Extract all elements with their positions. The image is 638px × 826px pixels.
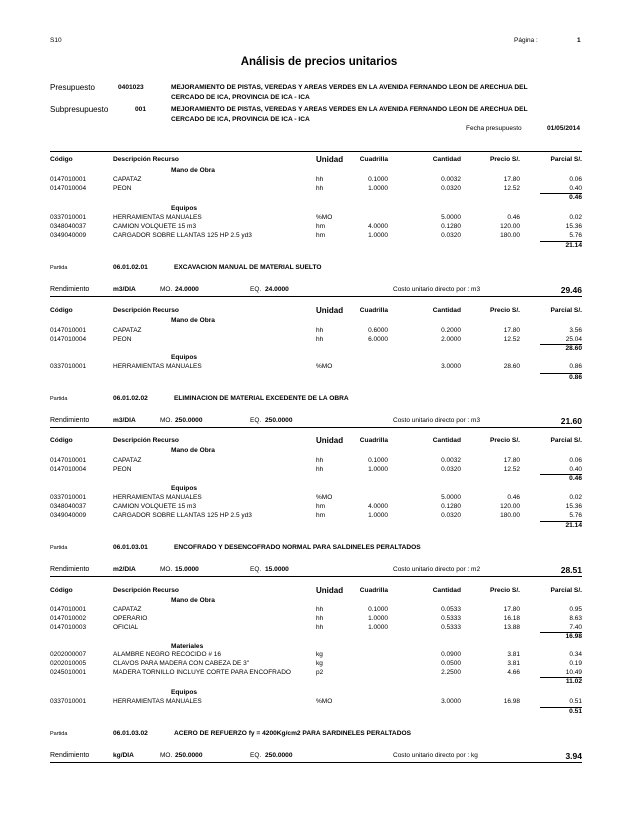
resource-desc: HERRAMIENTAS MANUALES — [113, 363, 202, 370]
partida-desc: ELIMINACION DE MATERIAL EXCEDENTE DE LA OBRA — [174, 395, 349, 402]
eq-value: 24.0000 — [265, 286, 289, 293]
costo-unitario-label: Costo unitario directo por : m3 — [393, 417, 481, 424]
col-header-parcial: Parcial S/. — [550, 156, 582, 163]
resource-precio: 12.52 — [503, 185, 520, 192]
resource-code: 0337010001 — [50, 698, 87, 705]
col-header-parcial: Parcial S/. — [550, 587, 582, 594]
resource-parcial: 15.36 — [565, 503, 582, 510]
resource-precio: 28.60 — [503, 363, 520, 370]
resource-desc: CAMION VOLQUETE 15 m3 — [113, 223, 197, 230]
presupuesto-desc: MEJORAMIENTO DE PISTAS, VEREDAS Y AREAS VERDES EN LA AVENIDA FERNANDO LEON DE ARECHUA DEL CERCADO DE ICA, PROVINCIA DE ICA - ICA — [171, 84, 528, 101]
resource-unit: hh — [316, 185, 324, 192]
mo-value: 15.0000 — [175, 566, 199, 573]
resource-parcial: 25.04 — [565, 336, 582, 343]
partida-code: 06.01.03.01 — [113, 544, 148, 551]
page-number: 1 — [577, 37, 581, 44]
resource-desc: PEON — [113, 466, 132, 473]
col-header-descripcion: Descripción Recurso — [113, 307, 179, 314]
resource-desc: PEON — [113, 185, 132, 192]
resource-cantidad: 3.0000 — [441, 698, 461, 705]
section-heading: Mano de Obra — [171, 317, 215, 324]
resource-precio: 0.46 — [507, 214, 520, 221]
partida-code: 06.01.02.01 — [113, 264, 148, 271]
rendimiento-label: Rendimiento — [50, 752, 90, 759]
resource-precio: 16.18 — [503, 615, 520, 622]
section-heading: Equipos — [171, 485, 198, 492]
resource-code: 0147010004 — [50, 466, 87, 473]
subtotal-value: 0.86 — [569, 374, 582, 381]
subtotal-value: 28.60 — [565, 345, 582, 352]
mo-label: MO. — [160, 566, 173, 573]
resource-code: 0349040009 — [50, 512, 87, 519]
resource-precio: 12.52 — [503, 466, 520, 473]
resource-unit: kg — [316, 651, 323, 658]
col-header-precio: Precio S/. — [489, 307, 520, 314]
resource-desc: OPERARIO — [113, 615, 148, 622]
resource-cantidad: 0.0320 — [441, 232, 461, 239]
subtotal-value: 11.02 — [565, 678, 582, 685]
partida-rule — [50, 576, 582, 577]
mo-label: MO. — [160, 417, 173, 424]
col-header-unidad: Unidad — [316, 436, 344, 445]
col-header-precio: Precio S/. — [489, 437, 520, 444]
eq-label: EQ. — [250, 566, 262, 573]
rendimiento-unit: m3/DIA — [113, 286, 136, 293]
partida-code: 06.01.02.02 — [113, 395, 148, 402]
col-header-cantidad: Cantidad — [432, 587, 461, 594]
resource-precio: 180.00 — [500, 232, 520, 239]
eq-value: 250.0000 — [265, 417, 293, 424]
resource-desc: CARGADOR SOBRE LLANTAS 125 HP 2.5 yd3 — [113, 512, 252, 519]
resource-desc: HERRAMIENTAS MANUALES — [113, 214, 202, 221]
resource-code: 0337010001 — [50, 494, 87, 501]
section-heading: Mano de Obra — [171, 447, 215, 454]
resource-desc: PEON — [113, 336, 132, 343]
partida-code: 06.01.03.02 — [113, 730, 148, 737]
resource-cantidad: 0.1280 — [441, 503, 461, 510]
resource-code: 0337010001 — [50, 214, 87, 221]
resource-parcial: 0.86 — [569, 363, 582, 370]
resource-cantidad: 0.2000 — [441, 327, 461, 334]
resource-unit: hh — [316, 336, 324, 343]
resource-cuadrilla: 4.0000 — [368, 503, 388, 510]
resource-cantidad: 0.0533 — [441, 606, 461, 613]
mo-value: 250.0000 — [175, 752, 203, 759]
resource-cuadrilla: 0.1000 — [368, 176, 388, 183]
section-heading: Equipos — [171, 354, 198, 361]
resource-cuadrilla: 1.0000 — [368, 615, 388, 622]
resource-parcial: 5.76 — [569, 232, 582, 239]
rendimiento-label: Rendimiento — [50, 286, 90, 293]
resource-cuadrilla: 0.1000 — [368, 457, 388, 464]
resource-precio: 3.81 — [507, 651, 520, 658]
col-header-unidad: Unidad — [316, 586, 344, 595]
col-header-descripcion: Descripción Recurso — [113, 156, 179, 163]
partida-rule — [50, 762, 582, 763]
subtotal-value: 0.51 — [569, 708, 582, 715]
section-heading: Materiales — [171, 643, 204, 650]
resource-cantidad: 0.0320 — [441, 185, 461, 192]
col-header-descripcion: Descripción Recurso — [113, 437, 179, 444]
col-header-unidad: Unidad — [316, 155, 344, 164]
resource-cuadrilla: 0.6000 — [368, 327, 388, 334]
resource-unit: %MO — [316, 698, 333, 705]
resource-cantidad: 0.5333 — [441, 615, 461, 622]
fecha-label: Fecha presupuesto — [466, 125, 522, 132]
resource-unit: %MO — [316, 363, 333, 370]
resource-parcial: 15.36 — [565, 223, 582, 230]
subtotal-value: 0.46 — [569, 475, 582, 482]
col-header-cuadrilla: Cuadrilla — [359, 587, 388, 594]
resource-cantidad: 0.5333 — [441, 624, 461, 631]
resource-desc: HERRAMIENTAS MANUALES — [113, 494, 202, 501]
presupuesto-code: 0401023 — [118, 84, 144, 91]
costo-unitario-label: Costo unitario directo por : m3 — [393, 286, 481, 293]
resource-cantidad: 0.0032 — [441, 176, 461, 183]
resource-precio: 120.00 — [500, 503, 520, 510]
subpresupuesto-desc: MEJORAMIENTO DE PISTAS, VEREDAS Y AREAS VERDES EN LA AVENIDA FERNANDO LEON DE ARECHUA DEL CERCADO DE ICA, PROVINCIA DE ICA - ICA — [171, 106, 528, 123]
subpresupuesto-label: Subpresupuesto — [50, 105, 109, 114]
rendimiento-unit: kg/DIA — [113, 752, 134, 759]
resource-parcial: 10.49 — [565, 669, 582, 676]
resource-code: 0147010001 — [50, 457, 87, 464]
resource-desc: HERRAMIENTAS MANUALES — [113, 698, 202, 705]
resource-parcial: 0.40 — [569, 185, 582, 192]
resource-unit: kg — [316, 660, 323, 667]
resource-precio: 17.80 — [503, 176, 520, 183]
section-heading: Equipos — [171, 689, 198, 696]
resource-code: 0147010001 — [50, 327, 87, 334]
resource-parcial: 0.40 — [569, 466, 582, 473]
partida-desc: ENCOFRADO Y DESENCOFRADO NORMAL PARA SALDINELES PERALTADOS — [174, 544, 421, 551]
resource-cantidad: 5.0000 — [441, 494, 461, 501]
resource-cuadrilla: 1.0000 — [368, 466, 388, 473]
resource-cantidad: 0.0032 — [441, 457, 461, 464]
section-heading: Mano de Obra — [171, 597, 215, 604]
col-header-codigo: Código — [50, 156, 73, 163]
mo-label: MO. — [160, 286, 173, 293]
eq-label: EQ. — [250, 417, 262, 424]
resource-unit: hm — [316, 503, 326, 510]
resource-precio: 0.46 — [507, 494, 520, 501]
resource-parcial: 7.40 — [569, 624, 582, 631]
resource-code: 0349040009 — [50, 232, 87, 239]
resource-code: 0147010002 — [50, 615, 87, 622]
col-header-codigo: Código — [50, 587, 73, 594]
resource-parcial: 0.34 — [569, 651, 582, 658]
subpresupuesto-code: 001 — [135, 106, 147, 113]
resource-cuadrilla: 1.0000 — [368, 185, 388, 192]
partida-label: Partida — [50, 545, 68, 551]
resource-unit: hh — [316, 327, 324, 334]
resource-desc: MADERA TORNILLO INCLUYE CORTE PARA ENCOFRADO — [113, 669, 291, 676]
resource-cantidad: 0.0320 — [441, 466, 461, 473]
presupuesto-label: Presupuesto — [50, 83, 95, 92]
resource-precio: 17.80 — [503, 457, 520, 464]
resource-unit: %MO — [316, 494, 333, 501]
resource-code: 0348040037 — [50, 503, 87, 510]
page-title: Análisis de precios unitarios — [240, 56, 398, 68]
col-header-descripcion: Descripción Recurso — [113, 587, 179, 594]
resource-code: 0147010004 — [50, 336, 87, 343]
resource-code: 0147010004 — [50, 185, 87, 192]
resource-desc: ALAMBRE NEGRO RECOCIDO # 16 — [113, 651, 221, 658]
costo-unitario-label: Costo unitario directo por : kg — [393, 752, 478, 759]
resource-desc: CAMION VOLQUETE 15 m3 — [113, 503, 197, 510]
resource-unit: hm — [316, 232, 326, 239]
resource-cuadrilla: 4.0000 — [368, 223, 388, 230]
resource-parcial: 0.06 — [569, 176, 582, 183]
col-header-cantidad: Cantidad — [432, 437, 461, 444]
subtotal-value: 21.14 — [565, 522, 582, 529]
costo-unitario-value: 3.94 — [565, 751, 582, 761]
resource-parcial: 0.06 — [569, 457, 582, 464]
resource-parcial: 8.63 — [569, 615, 582, 622]
col-header-parcial: Parcial S/. — [550, 437, 582, 444]
mo-label: MO. — [160, 752, 173, 759]
mo-value: 24.0000 — [175, 286, 199, 293]
col-header-codigo: Código — [50, 437, 73, 444]
subtotal-value: 16.98 — [565, 633, 582, 640]
resource-parcial: 0.02 — [569, 214, 582, 221]
mo-value: 250.0000 — [175, 417, 203, 424]
partida-rule — [50, 427, 582, 428]
resource-code: 0348040037 — [50, 223, 87, 230]
page-label: Página : — [514, 37, 538, 44]
header-rule — [50, 151, 582, 152]
resource-code: 0202000007 — [50, 651, 87, 658]
section-heading: Mano de Obra — [171, 167, 215, 174]
eq-value: 15.0000 — [265, 566, 289, 573]
resource-precio: 120.00 — [500, 223, 520, 230]
resource-desc: CARGADOR SOBRE LLANTAS 125 HP 2.5 yd3 — [113, 232, 252, 239]
col-header-cuadrilla: Cuadrilla — [359, 307, 388, 314]
resource-precio: 16.98 — [503, 698, 520, 705]
resource-code: 0337010001 — [50, 363, 87, 370]
resource-precio: 4.66 — [507, 669, 520, 676]
costo-unitario-value: 28.51 — [560, 565, 582, 575]
rendimiento-unit: m2/DIA — [113, 566, 136, 573]
resource-cantidad: 0.1280 — [441, 223, 461, 230]
resource-cuadrilla: 6.0000 — [368, 336, 388, 343]
partida-desc: ACERO DE REFUERZO fy = 4200Kg/cm2 PARA SARDINELES PERALTADOS — [174, 730, 411, 737]
resource-precio: 180.00 — [500, 512, 520, 519]
costo-unitario-label: Costo unitario directo por : m2 — [393, 566, 481, 573]
col-header-cuadrilla: Cuadrilla — [359, 437, 388, 444]
resource-unit: hh — [316, 176, 324, 183]
resource-cuadrilla: 1.0000 — [368, 624, 388, 631]
resource-parcial: 5.76 — [569, 512, 582, 519]
resource-cantidad: 2.2500 — [441, 669, 461, 676]
partida-rule — [50, 296, 582, 297]
col-header-unidad: Unidad — [316, 306, 344, 315]
resource-desc: CAPATAZ — [113, 176, 142, 183]
resource-desc: CAPATAZ — [113, 457, 142, 464]
resource-precio: 12.52 — [503, 336, 520, 343]
rendimiento-label: Rendimiento — [50, 417, 90, 424]
resource-cantidad: 3.0000 — [441, 363, 461, 370]
rendimiento-unit: m3/DIA — [113, 417, 136, 424]
eq-label: EQ. — [250, 752, 262, 759]
resource-unit: hh — [316, 606, 324, 613]
resource-desc: OFICIAL — [113, 624, 139, 631]
resource-parcial: 3.56 — [569, 327, 582, 334]
resource-code: 0147010003 — [50, 624, 87, 631]
col-header-cuadrilla: Cuadrilla — [359, 156, 388, 163]
partida-label: Partida — [50, 265, 68, 271]
partida-desc: EXCAVACION MANUAL DE MATERIAL SUELTO — [174, 264, 322, 271]
resource-unit: hh — [316, 457, 324, 464]
eq-value: 250.0000 — [265, 752, 293, 759]
resource-code: 0147010001 — [50, 176, 87, 183]
resource-code: 0147010001 — [50, 606, 87, 613]
rendimiento-label: Rendimiento — [50, 566, 90, 573]
costo-unitario-value: 29.46 — [560, 285, 582, 295]
resource-unit: hm — [316, 223, 326, 230]
resource-desc: CAPATAZ — [113, 606, 142, 613]
resource-desc: CAPATAZ — [113, 327, 142, 334]
costo-unitario-value: 21.60 — [560, 416, 582, 426]
section-heading: Equipos — [171, 205, 198, 212]
subtotal-value: 0.46 — [569, 194, 582, 201]
resource-cantidad: 0.0500 — [441, 660, 461, 667]
col-header-codigo: Código — [50, 307, 73, 314]
resource-unit: hh — [316, 624, 324, 631]
resource-parcial: 0.51 — [569, 698, 582, 705]
resource-cantidad: 5.0000 — [441, 214, 461, 221]
resource-parcial: 0.95 — [569, 606, 582, 613]
resource-cantidad: 2.0000 — [441, 336, 461, 343]
resource-cuadrilla: 1.0000 — [368, 232, 388, 239]
fecha-value: 01/05/2014 — [547, 125, 581, 132]
report-code: S10 — [50, 37, 62, 44]
resource-parcial: 0.02 — [569, 494, 582, 501]
resource-precio: 17.80 — [503, 327, 520, 334]
col-header-precio: Precio S/. — [489, 156, 520, 163]
resource-cantidad: 0.0320 — [441, 512, 461, 519]
col-header-precio: Precio S/. — [489, 587, 520, 594]
resource-precio: 13.88 — [503, 624, 520, 631]
resource-unit: hh — [316, 615, 324, 622]
resource-unit: %MO — [316, 214, 333, 221]
resource-code: 0245010001 — [50, 669, 87, 676]
resource-unit: p2 — [316, 669, 324, 676]
resource-cuadrilla: 1.0000 — [368, 512, 388, 519]
resource-code: 0202010005 — [50, 660, 87, 667]
col-header-cantidad: Cantidad — [432, 307, 461, 314]
col-header-cantidad: Cantidad — [432, 156, 461, 163]
resource-cuadrilla: 0.1000 — [368, 606, 388, 613]
col-header-parcial: Parcial S/. — [550, 307, 582, 314]
partida-label: Partida — [50, 396, 68, 402]
partida-label: Partida — [50, 731, 68, 737]
resource-unit: hh — [316, 466, 324, 473]
resource-unit: hm — [316, 512, 326, 519]
resource-parcial: 0.19 — [569, 660, 582, 667]
subtotal-value: 21.14 — [565, 242, 582, 249]
eq-label: EQ. — [250, 286, 262, 293]
resource-cantidad: 0.0900 — [441, 651, 461, 658]
resource-precio: 3.81 — [507, 660, 520, 667]
resource-precio: 17.80 — [503, 606, 520, 613]
resource-desc: CLAVOS PARA MADERA CON CABEZA DE 3" — [113, 660, 250, 667]
